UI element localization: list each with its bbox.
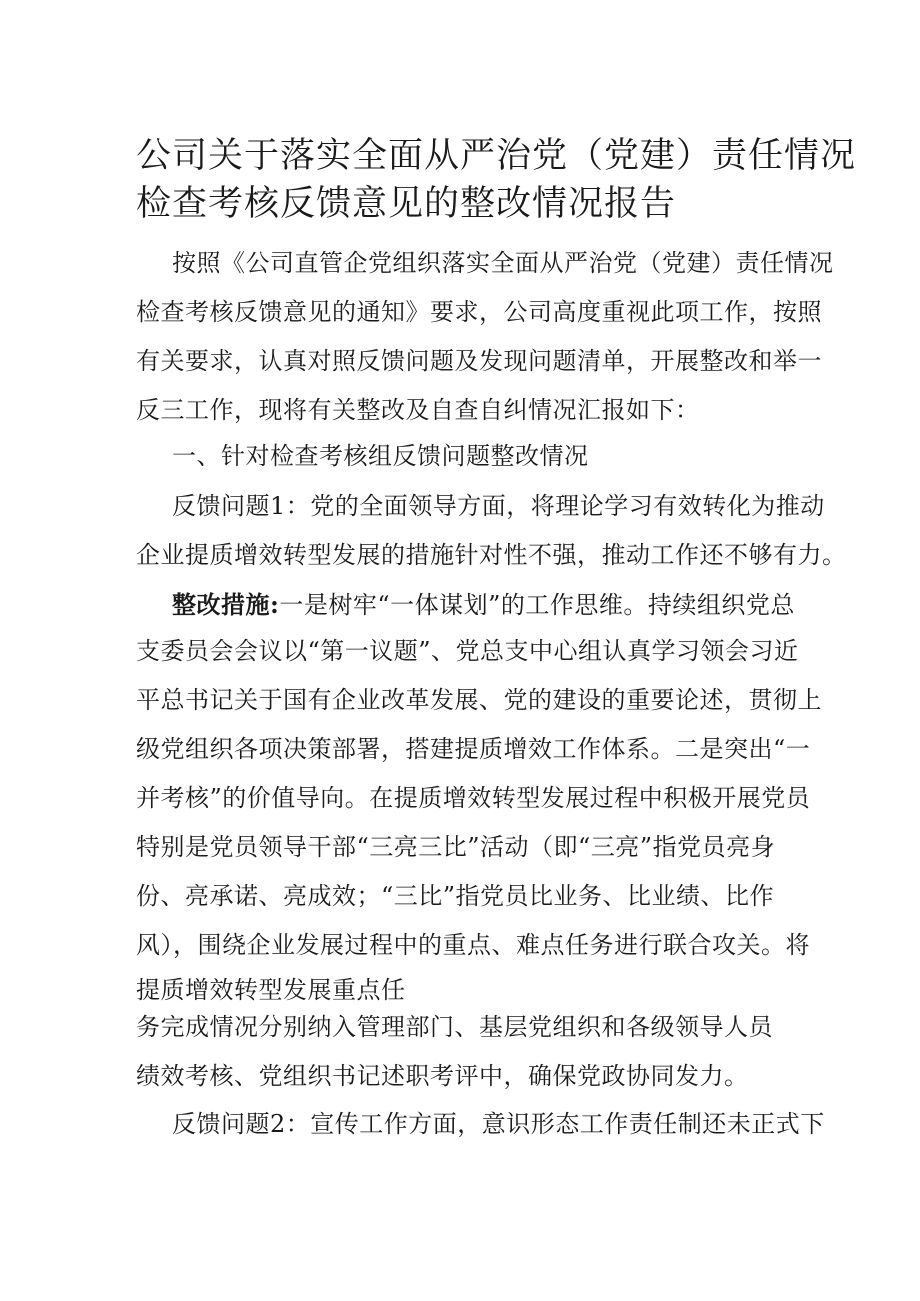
measures-line: 并考核”的价值导向。在提质增效转型发展过程中积极开展党员 xyxy=(136,784,811,812)
title-line-1: 公司关于落实全面从严治党（党建）责任情况 xyxy=(136,136,857,176)
measures-line: 平总书记关于国有企业改革发展、党的建设的重要论述，贯彻上 xyxy=(136,686,822,714)
measures-line: 特别是党员领导干部“三亮三比”活动（即“三亮”指党员亮身 xyxy=(136,833,776,861)
intro-line-1: 按照《公司直管企党组织落实全面从严治党（党建）责任情况 xyxy=(172,249,834,277)
issue-1-line-2: 企业提质增效转型发展的措施针对性不强，推动工作还不够有力。 xyxy=(136,541,847,569)
measures-line: 绩效考核、党组织书记述职考评中，确保党政协同发力。 xyxy=(136,1062,749,1090)
measures-line: 务完成情况分别纳入管理部门、基层党组织和各级领导人员 xyxy=(136,1013,773,1041)
intro-line-2: 检查考核反馈意见的通知》要求，公司高度重视此项工作，按照 xyxy=(136,298,822,326)
issue-1-line-1: 反馈问题1：党的全面领导方面，将理论学习有效转化为推动 xyxy=(172,492,825,520)
section-heading: 一、针对检查考核组反馈问题整改情况 xyxy=(172,442,589,470)
intro-line-4: 反三工作，现将有关整改及自查自纠情况汇报如下： xyxy=(136,396,700,424)
title-line-2: 检查考核反馈意见的整改情况报告 xyxy=(136,184,677,224)
measures-line: 风），围绕企业发展过程中的重点、难点任务进行联合攻关。将 xyxy=(136,931,810,959)
page-title xyxy=(136,132,857,228)
measures-line: 提质增效转型发展重点任 xyxy=(136,976,406,1004)
measures-line: 支委员会会议以“第一议题”、党总支中心组认真学习领会习近 xyxy=(136,637,799,665)
intro-line-3: 有关要求，认真对照反馈问题及发现问题清单，开展整改和举一 xyxy=(136,347,822,375)
measures-line: 级党组织各项决策部署，搭建提质增效工作体系。二是突出“一 xyxy=(136,735,811,763)
measures-first-line-text: 一是树牢“一体谋划”的工作思维。持续组织党总 xyxy=(279,591,795,619)
measures-line: 份、亮承诺、亮成效；“三比”指党员比业务、比业绩、比作 xyxy=(136,882,775,910)
measures-label: 整改措施: xyxy=(172,590,280,619)
issue-2-line-1: 反馈问题2：宣传工作方面，意识形态工作责任制还未正式下 xyxy=(172,1110,825,1138)
measures-first-line xyxy=(172,587,795,623)
